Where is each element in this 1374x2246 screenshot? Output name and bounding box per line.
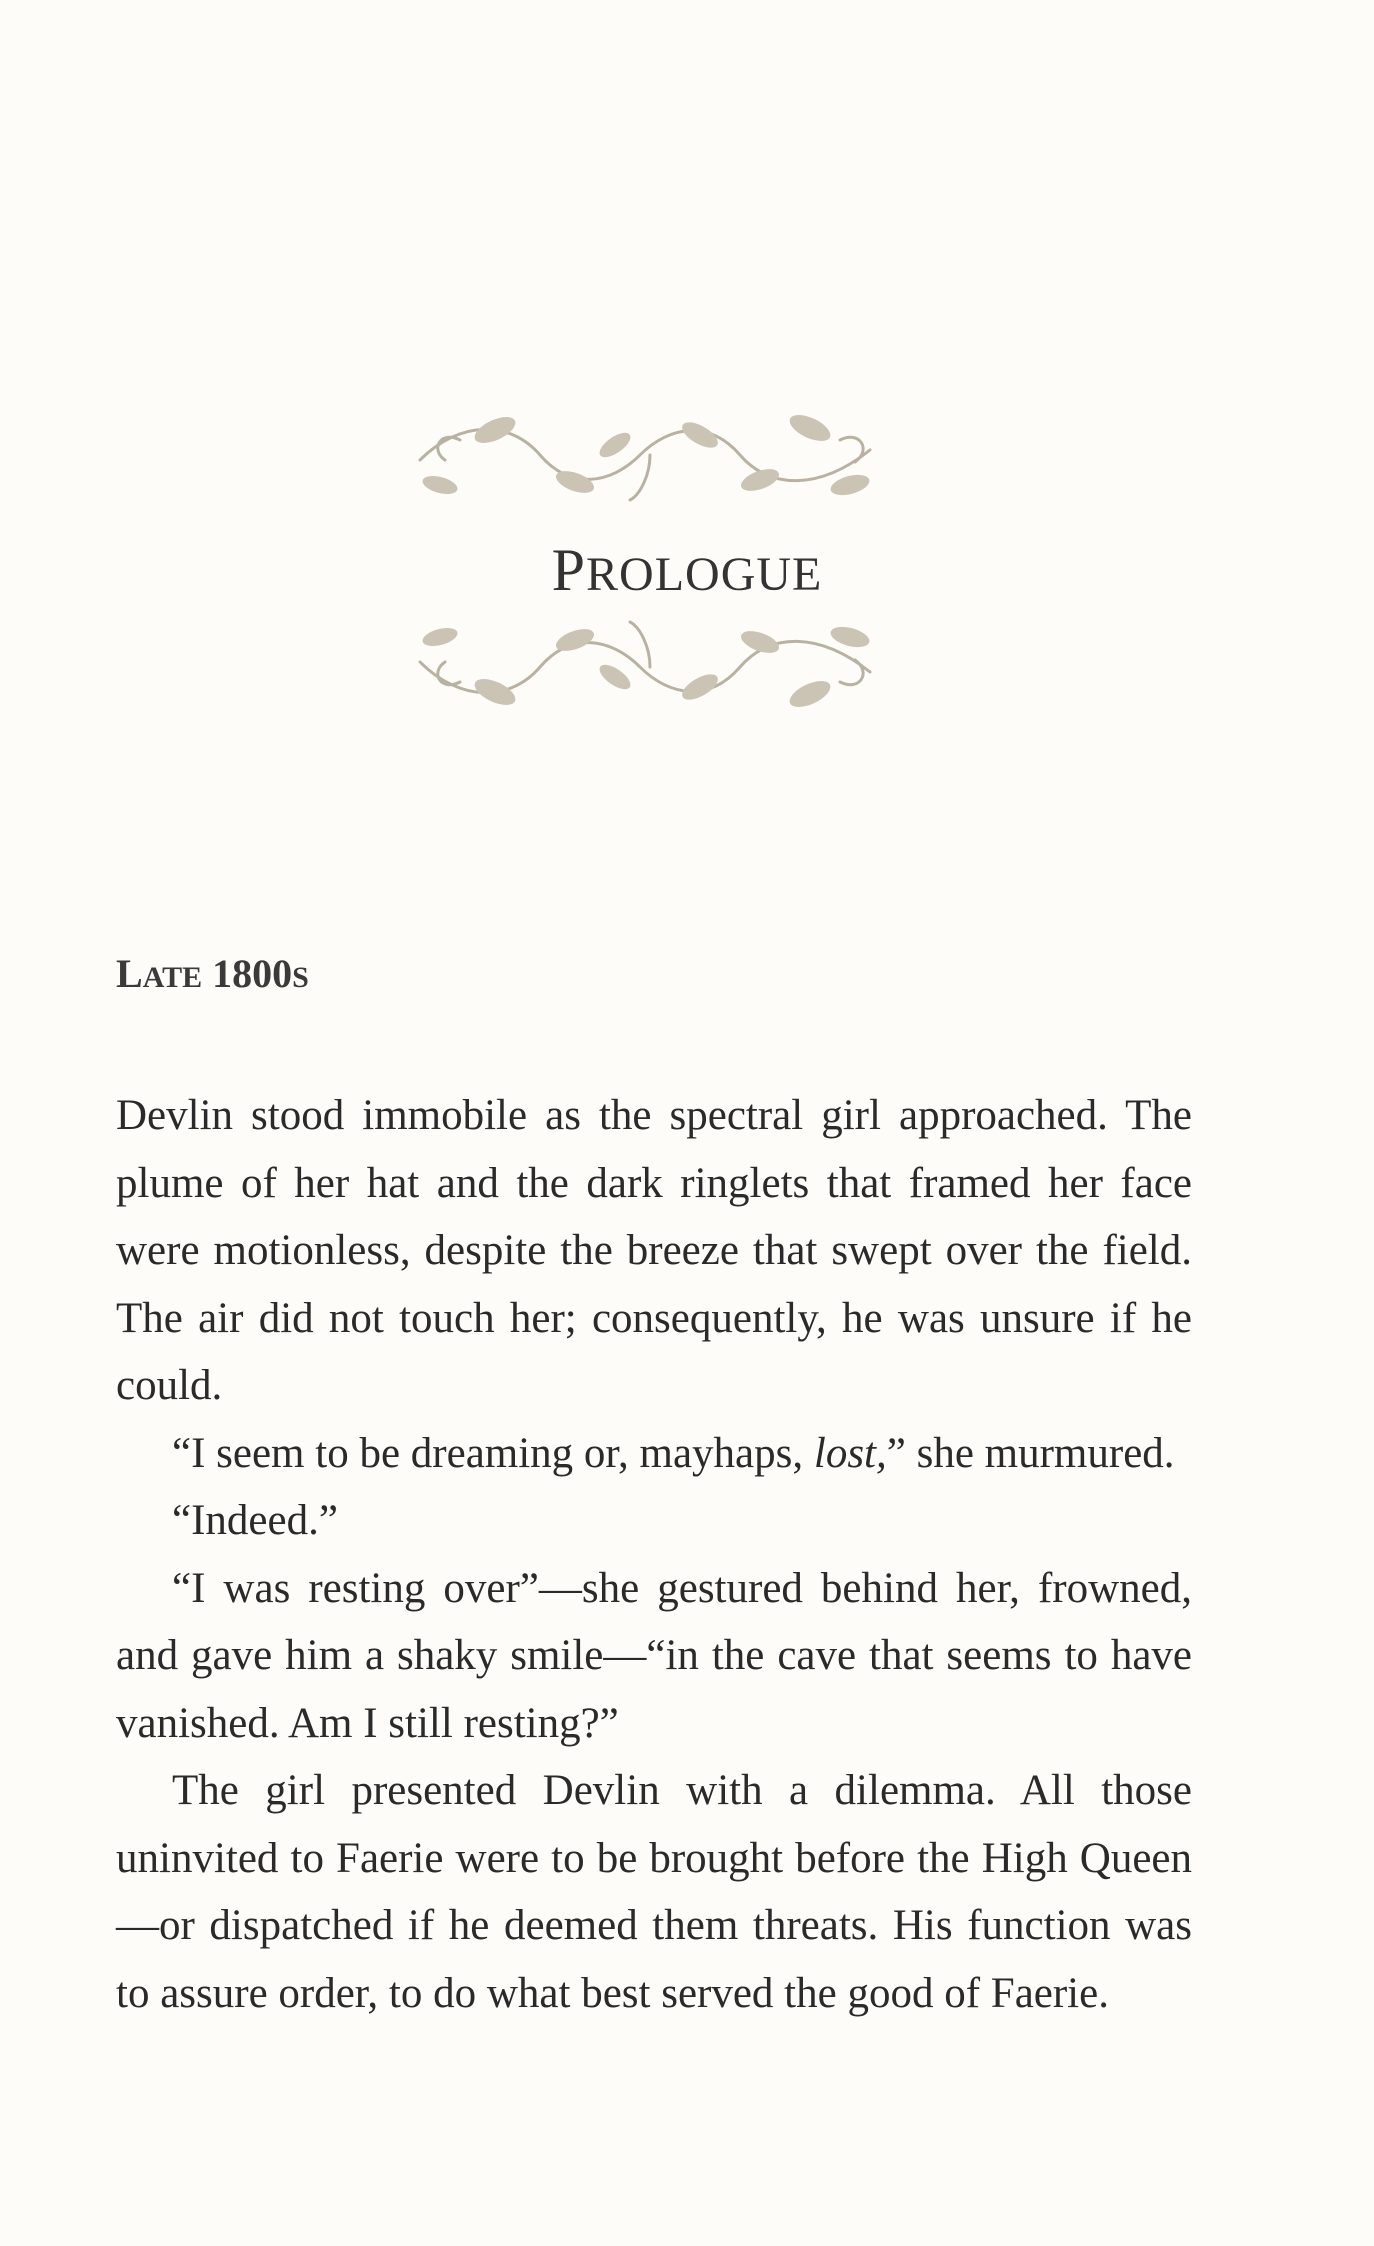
paragraph-3: “Indeed.” bbox=[172, 1497, 338, 1544]
section-heading-suffix: S bbox=[292, 961, 309, 994]
paragraph-4: “I was resting over”—she gestured behind her, frowned, and gave him a shaky smile—“in the cave that seems to have vanished. Am I still resting?” bbox=[116, 1564, 1192, 1747]
paragraph-2-italic: lost, bbox=[813, 1429, 887, 1477]
floral-vine-ornament-bottom-icon bbox=[400, 612, 900, 722]
chapter-title bbox=[0, 536, 1374, 605]
chapter-title-rest: ROLOGUE bbox=[586, 548, 823, 601]
paragraph-5: The girl presented Devlin with a dilemma. All those uninvited to Faerie were to be brought before the High Queen—or dispatched if he deemed them threats. His function was to assure order, to do what best served the good of Faerie. bbox=[116, 1767, 1192, 2017]
section-heading-initial: L bbox=[116, 951, 143, 996]
body-text bbox=[116, 1082, 1192, 2027]
paragraph-2 bbox=[116, 1420, 1192, 1488]
section-heading-smallcaps: ATE bbox=[142, 961, 203, 994]
chapter-title-initial: P bbox=[551, 537, 587, 603]
paragraph-1: Devlin stood immobile as the spectral girl approached. The plume of her hat and the dark ringlets that framed her face were motionless, despite the breeze that swept over the field. The air did not touch her; consequently, he was unsure if he could. bbox=[116, 1092, 1192, 1409]
paragraph-2-after: ” she murmured. bbox=[886, 1429, 1175, 1477]
paragraph-2-before: “I seem to be dreaming or, mayhaps, bbox=[172, 1429, 814, 1477]
section-heading-year: 1800 bbox=[212, 951, 293, 996]
section-heading bbox=[116, 950, 309, 997]
floral-vine-ornament-top-icon bbox=[400, 400, 900, 510]
